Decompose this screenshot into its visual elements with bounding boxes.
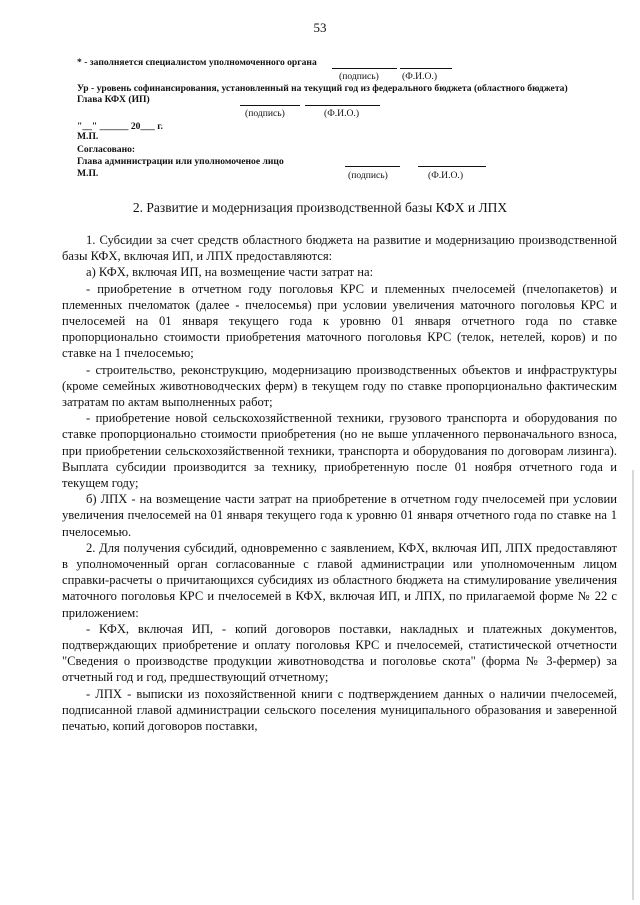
- paragraph: 1. Субсидии за счет средств областного бюджета на развитие и модернизацию производственной базы КФХ, включая ИП, и ЛПХ предоставляются:: [62, 233, 617, 264]
- signature-line: [240, 105, 300, 106]
- scan-edge: [632, 470, 634, 900]
- signature-label: (подпись): [339, 71, 379, 82]
- signature-label: (подпись): [245, 108, 285, 119]
- note-level: Ур - уровень софинансирования, установленный на текущий год из федерального бюджета (областного бюджета): [77, 83, 568, 94]
- stamp-place: М.П.: [77, 131, 99, 142]
- signature-line: [305, 105, 380, 106]
- page-number: 53: [313, 20, 327, 35]
- fio-label: (Ф.И.О.): [402, 71, 438, 82]
- paragraph: - КФХ, включая ИП, - копий договоров поставки, накладных и платежных документов, подтверждающих приобретение и оплату поголовья КРС и пчелосемей, статистической отчетности "Сведения о производстве продукции животноводства и поголовье скота" (форма № 3-фермер) за отчетный год и год, предшествующий отчетному;: [62, 621, 617, 685]
- paragraph: - строительство, реконструкцию, модернизацию производственных объектов и инфраструктуры (кроме семейных животноводческих ферм) в текущем году по ставке пропорционально фактическим затратам по актам выполненных работ;: [62, 362, 617, 410]
- fio-label: (Ф.И.О.): [324, 108, 360, 119]
- stamp-place: М.П.: [77, 168, 99, 179]
- note-filled: * - заполняется специалистом уполномоченного органа: [77, 57, 317, 68]
- paragraph: - ЛПХ - выписки из похозяйственной книги с подтверждением данных о наличии пчелосемей, подписанной главой администрации сельского поселения муниципального образования и заверенной печатью, копий договоров поставки,: [62, 686, 617, 734]
- body-text: [62, 232, 617, 734]
- section-title: 2. Развитие и модернизация производственной базы КФХ и ЛПХ: [132, 200, 508, 215]
- signature-line: [400, 68, 452, 69]
- head-kfh: Глава КФХ (ИП): [77, 94, 150, 105]
- paragraph: - приобретение новой сельскохозяйственной техники, грузового транспорта и оборудования по ставке пропорционально стоимости приобретения (но не выше уплаченного первоначального взноса, при приобретении сельскохозяйственной техники, транспорта и оборудования по договорам лизинга). Выплата субсидии производится за технику, приобретенную после 01 ноября отчетного года и текущем году;: [62, 411, 617, 491]
- signature-label: (подпись): [348, 170, 388, 181]
- agreed-label: Согласовано:: [77, 144, 136, 155]
- paragraph: 2. Для получения субсидий, одновременно с заявлением, КФХ, включая ИП, ЛПХ предоставляют в уполномоченный орган согласованные с главой администрации или уполномоченным лицом справки-расчеты о причитающихся субсидиях из областного бюджета на стимулирование увеличения маточного поголовья КРС и пчелосемей в КФХ, включая ИП, и ЛПХ, по прилагаемой форме № 22 с приложением:: [62, 540, 617, 620]
- paragraph: б) ЛПХ - на возмещение части затрат на приобретение в отчетном году пчелосемей при условии увеличения пчелосемей на 01 января текущего года к уровню 01 января отчетного года по ставке на 1 пчелосемью.: [62, 492, 617, 539]
- fio-label: (Ф.И.О.): [428, 170, 464, 181]
- signature-line: [418, 166, 486, 167]
- signature-line: [332, 68, 397, 69]
- signature-line: [345, 166, 400, 167]
- paragraph: - приобретение в отчетном году поголовья КРС и племенных пчелосемей (пчелопакетов) и племенных пчеломаток (далее - пчелосемья) при условии увеличения маточного поголовья КРС и пчелосемей на 01 января текущего года к уровню 01 января отчетного года по ставке пропорционально стоимости приобретения маточного поголовья КРС (телок, нетелей, коров) и по ставке на 1 пчелосемью;: [62, 281, 617, 361]
- paragraph: а) КФХ, включая ИП, на возмещение части затрат на:: [86, 265, 374, 280]
- date-line: "__" ______ 20___ г.: [77, 121, 163, 132]
- head-admin: Глава администрации или уполномоченое лицо: [77, 156, 284, 167]
